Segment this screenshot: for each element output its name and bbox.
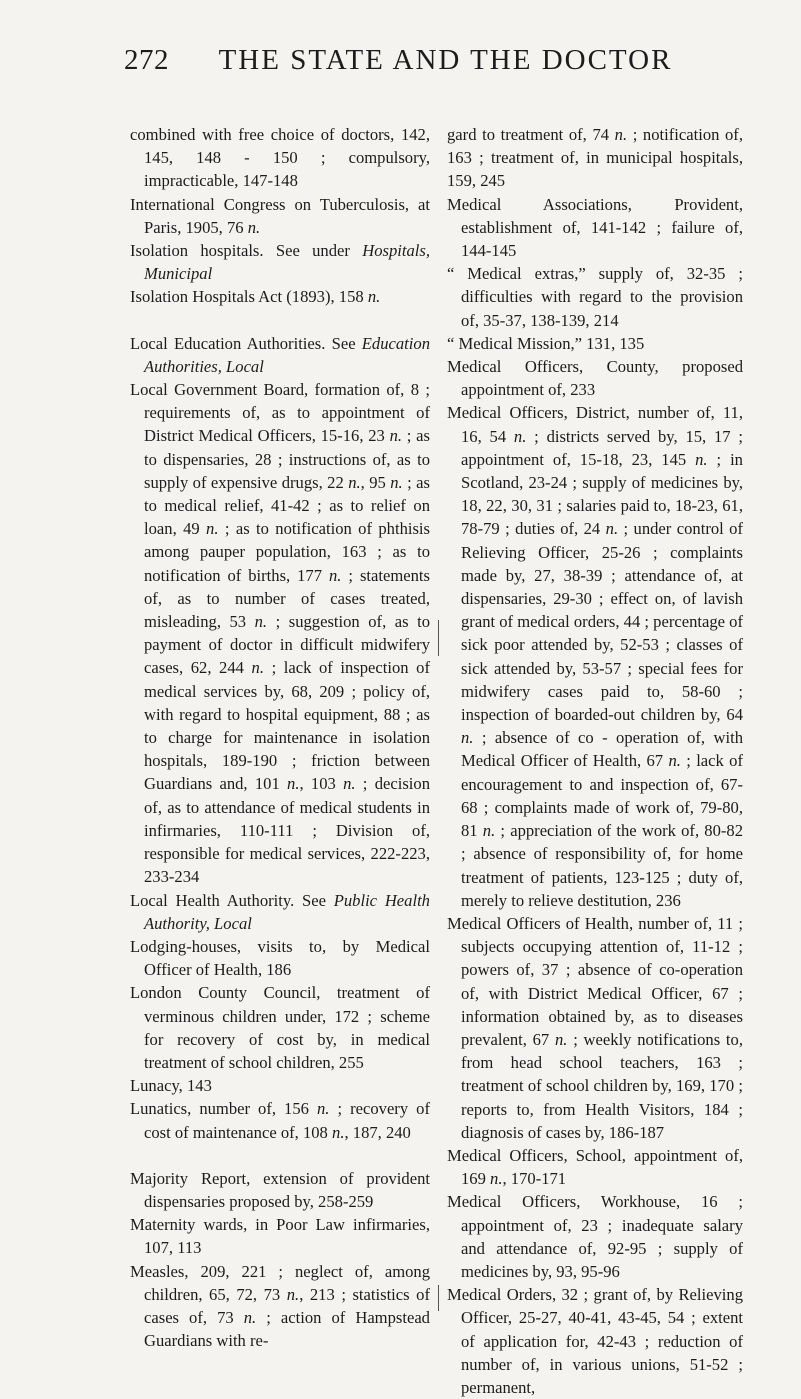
index-entry-text: ; recovery of cost of maintenance of, 108 [144, 1099, 430, 1142]
index-entry-italic: n. [206, 519, 219, 539]
index-entry-italic: n. [668, 751, 681, 771]
index-entry-text: Majority Report, extension of provident dispensaries proposed by, 258-259 [130, 1168, 430, 1211]
index-entry-text: ; notification of, 163 ; treatment of, in municipal hospitals, 159, 245 [447, 125, 743, 191]
index-entry-italic: n. [254, 612, 268, 632]
index-entry-text: , 103 [299, 774, 344, 794]
index-entry-italic: n. [554, 1029, 568, 1049]
index-entry-text: Medical Officers, County, proposed appointment of, 233 [447, 357, 743, 400]
index-entry-text: Maternity wards, in Poor Law infirmaries, 107, 113 [130, 1215, 430, 1258]
letter-section-gap [130, 1144, 430, 1167]
index-entry-italic: n. [461, 728, 474, 748]
index-entry [447, 1144, 743, 1190]
index-entry-text: Lunatics, number of, 156 [130, 1099, 317, 1119]
index-entry-text: ; under control of Relieving Officer, 25-26 ; complaints made by, 27, 38-39 ; attendance of, at dispensaries, 29-30 ; effect on, of lavish grant of medical orders, 44 ; percentage of sick poor attended by, 52-53 ; classes of sick attended by, 53-57 ; special fees for midwifery cases paid to, 58-60 ; inspection of boarded-out children by, 64 [461, 519, 743, 725]
letter-section-gap [130, 309, 430, 332]
index-entry-text: Medical Officers, District, number of, 11, 16, 54 [447, 403, 743, 446]
index-entry-italic: n. [247, 217, 261, 237]
index-entry [447, 355, 743, 401]
index-entry-text: combined with free choice of doctors, 142, 145, 148 - 150 ; compulsory, impracticable, 147-148 [130, 125, 430, 191]
index-entry [447, 123, 743, 193]
index-entry-text: ; suggestion of, as to payment of doctor in difficult midwifery cases, 62, 244 [144, 612, 431, 678]
index-entry-italic: n. [328, 565, 342, 585]
index-entry-text: ; as to notification of phthisis among pauper population, 163 ; as to notification of births, 177 [144, 519, 430, 585]
index-entry-text: ; as to medical relief, 41-42 ; as to relief on loan, 49 [144, 472, 430, 539]
index-entry [130, 981, 430, 1074]
index-entry [130, 1213, 430, 1259]
index-entry-text: ; as to dispensaries, 28 ; instructions of, as to supply of expensive drugs, 22 [144, 426, 430, 492]
index-entry-text: Isolation hospitals. See under [130, 241, 363, 261]
index-entry [447, 1283, 743, 1399]
index-entry-italic: n. [614, 125, 628, 144]
index-entry-text: , 187, 240 [344, 1122, 411, 1142]
index-entry-italic: n. [482, 821, 496, 841]
index-entry [447, 262, 743, 332]
index-entry-text: Local Government Board, formation of, 8 ; requirements of, as to appointment of District Medical Officers, 15-16, 23 [130, 380, 430, 446]
index-entry-text: ; lack of encouragement to and inspection of, 67-68 ; complaints made of work of, 79-80, 81 [461, 751, 743, 841]
index-column-left [130, 123, 430, 1352]
index-entry-italic: Hospitals, Municipal [144, 241, 430, 284]
index-entry-text: Local Education Authorities. See [130, 333, 362, 353]
index-entry-text: “ Medical extras,” supply of, 32-35 ; difficulties with regard to the provision of, 35-37, 138-139, 214 [447, 264, 743, 330]
index-entry-text: ; action of Hampstead Guardians with re- [144, 1307, 430, 1351]
index-entry-italic: n. [390, 472, 403, 492]
index-entry-text: Measles, 209, 221 ; neglect of, among children, 65, 72, 73 [130, 1261, 430, 1304]
index-entry-text: Local Health Authority. See [130, 890, 334, 910]
index-entry-text: Medical Officers of Health, number of, 11 ; subjects occupying attention of, 11-12 ; powers of, 37 ; absence of co-operation of, with District Medical Officer, 67 ; information obtained by, as to diseases prevalent, 67 [447, 913, 743, 1049]
index-entry [130, 1167, 430, 1213]
index-entry [447, 193, 743, 263]
index-entry-text: ; lack of inspection of medical services by, 68, 209 ; policy of, with regard to hospital equipment, 88 ; as to charge for maintenance in isolation hospitals, 189-190 ; friction between Guardians and, 101 [144, 658, 430, 794]
index-entry-italic: n. [695, 449, 708, 469]
index-entry-text: “ Medical Mission,” 131, 135 [447, 333, 645, 353]
index-entry-italic: Education Authorities, Local [144, 333, 430, 376]
index-entry-text: , 95 [360, 472, 391, 492]
index-entry-text: Medical Orders, 32 ; grant of, by Relieving Officer, 25-27, 40-41, 43-45, 54 ; extent of application for, 42-43 ; reduction of number of, in various unions, 51-52 ; permanent, [447, 1285, 743, 1397]
index-entry [130, 285, 430, 308]
index-entry-text: ; weekly notifications to, from head school teachers, 163 ; treatment of school children by, 169, 170 ; reports to, from Health Visitors, 184 ; diagnosis of cases by, 186-187 [461, 1029, 743, 1142]
index-entry [130, 239, 430, 285]
index-entry-italic: n. [605, 519, 619, 539]
column-divider-mark [438, 620, 439, 656]
index-column-right [447, 123, 743, 1399]
index-entry-italic: Public Health Authority, Local [144, 890, 430, 933]
index-entry-text: gard to treatment of, 74 [447, 125, 615, 144]
index-entry-italic: n. [490, 1169, 503, 1189]
index-entry-text: , 170-171 [502, 1169, 567, 1189]
index-entry [447, 332, 743, 355]
index-entry-text: Lodging-houses, visits to, by Medical Officer of Health, 186 [130, 936, 430, 980]
index-entry-text: , 213 ; statistics of cases of, 73 [144, 1284, 430, 1327]
index-entry-italic: n. [513, 426, 527, 446]
index-entry-italic: n. [286, 1284, 300, 1304]
index-entry-italic: n. [343, 774, 356, 794]
index-entry-italic: n. [243, 1307, 257, 1327]
index-entry-text: Medical Associations, Provident, establishment of, 141-142 ; failure of, 144-145 [447, 194, 743, 261]
index-entry-text: ; appreciation of the work of, 80-82 ; absence of responsibility of, for home treatment of patients, 123-125 ; duty of, merely to relieve destitution, 236 [461, 821, 743, 910]
index-entry-text: ; districts served by, 15, 17 ; appointment of, 15-18, 23, 145 [461, 426, 743, 469]
index-entry [130, 332, 430, 378]
index-entry-italic: n. [251, 658, 264, 678]
index-entry [447, 1190, 743, 1283]
index-entry [130, 1097, 430, 1143]
page-number: 272 [124, 44, 169, 76]
index-entry-text: ; absence of co - operation of, with Medical Officer of Health, 67 [461, 728, 743, 771]
index-entry-text: Medical Officers, Workhouse, 16 ; appointment of, 23 ; inadequate salary and attendance of, 92-95 ; supply of medicines by, 93, 95-96 [447, 1192, 743, 1281]
index-entry [130, 1260, 430, 1353]
index-entry-text: International Congress on Tuberculosis, at Paris, 1905, 76 [130, 194, 430, 237]
index-entry [130, 1074, 430, 1097]
index-entry-text: ; in Scotland, 23-24 ; supply of medicines by, 18, 22, 30, 31 ; salaries paid to, 18-23, 61, 78-79 ; duties of, 24 [461, 449, 743, 539]
index-entry [130, 889, 430, 935]
index-entry-italic: n. [367, 287, 381, 307]
running-title: THE STATE AND THE DOCTOR [218, 44, 673, 76]
index-entry-text: ; statements of, as to number of cases treated, misleading, 53 [144, 565, 431, 632]
index-entry [130, 123, 430, 193]
index-entry [447, 912, 743, 1144]
index-entry-text: Lunacy, 143 [130, 1076, 212, 1096]
index-entry-italic: n. [287, 774, 300, 794]
index-entry [130, 935, 430, 981]
index-entry-italic: n. [332, 1122, 345, 1142]
page-header [124, 44, 727, 84]
index-entry [447, 401, 743, 911]
index-entry [130, 193, 430, 239]
index-entry-text: Isolation Hospitals Act (1893), 158 [130, 287, 368, 307]
index-entry-italic: n. [348, 472, 361, 492]
index-entry-italic: n. [316, 1099, 330, 1119]
column-divider-mark [438, 1285, 439, 1311]
index-entry-text: Medical Officers, School, appointment of, 169 [447, 1145, 743, 1189]
index-entry [130, 378, 430, 888]
index-entry-italic: n. [389, 426, 403, 446]
index-entry-text: ; decision of, as to attendance of medical students in infirmaries, 110-111 ; Division of, responsible for medical services, 222-223, 233-234 [144, 774, 430, 887]
index-entry-text: London County Council, treatment of verminous children under, 172 ; scheme for recovery of cost by, in medical treatment of school children, 255 [130, 983, 430, 1072]
